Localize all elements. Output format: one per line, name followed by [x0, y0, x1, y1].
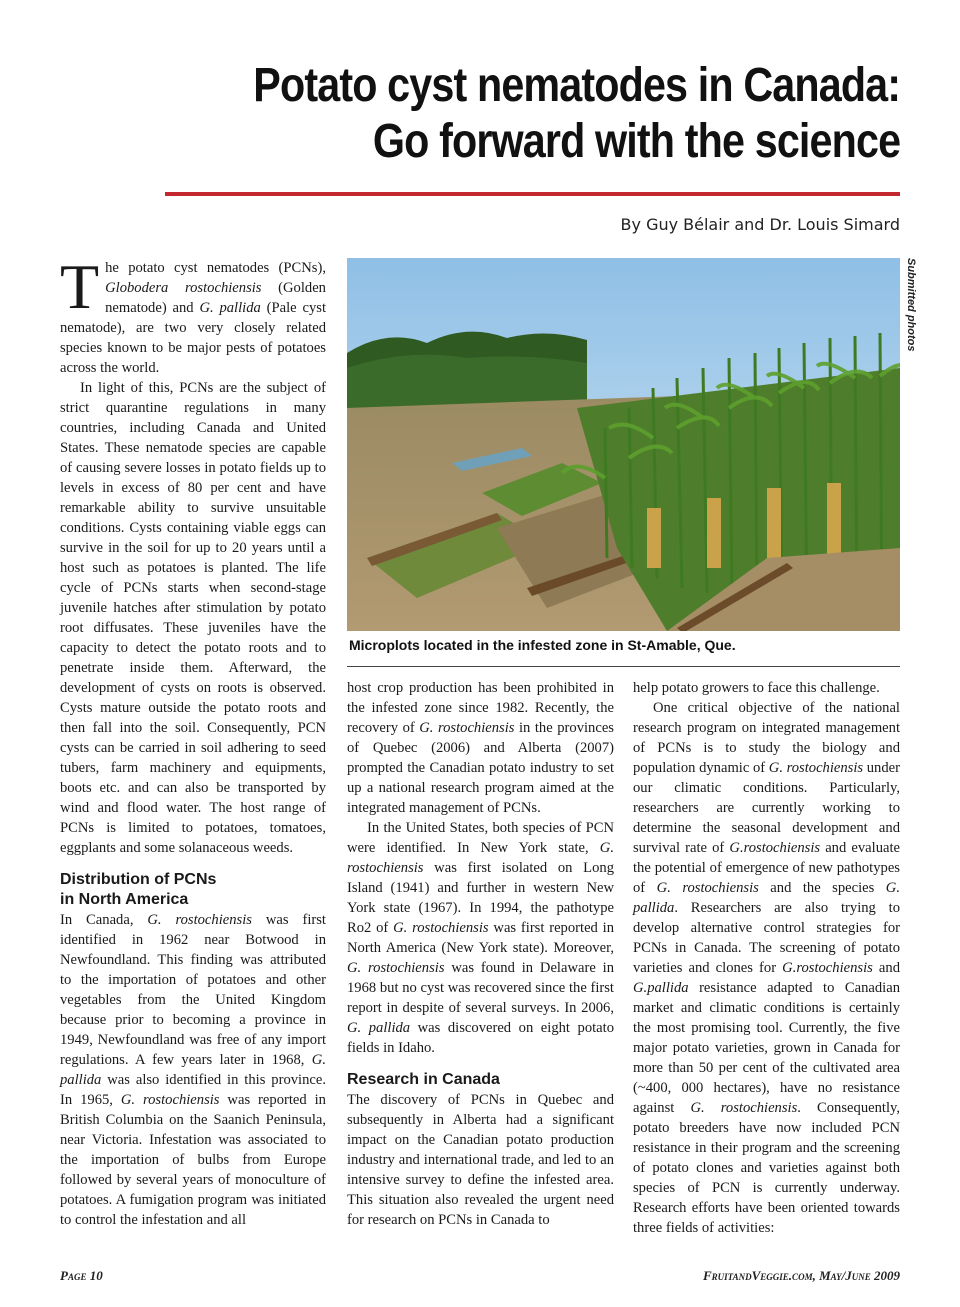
species-name: G. rostochiensis	[656, 880, 759, 896]
species-name: G. pallida	[633, 880, 900, 916]
text-run: host crop production has been prohibited in the infested zone since 1982. Recently, the recovery of	[347, 680, 614, 736]
text-run: was first reported in North America (New York state). Moreover,	[347, 920, 614, 956]
text-run: was found in Delaware in 1968 but no cyst was recovered since the first report in despite of several surveys. In 2006,	[347, 960, 614, 1016]
text-run: . Researchers are also trying to develop alternative control strategies for PCNs in Canada. The screening of potato varieties and clones for	[633, 900, 900, 976]
intro-paragraph-2: In light of this, PCNs are the subject of strict quarantine regulations in many countries, including Canada and United States. These nematode species are capable of causing severe losses in potato fields up to levels in excess of 80 per cent and have remarkable ability to survive unsuitable conditions. Cysts containing viable eggs can survive in the soil for up to 20 years until a host such as potatoes is planted. The life cycle of PCNs starts when second-stage juvenile hatches after stimulation by potato root diffusates. These juveniles have the capacity to detect the potato roots and to penetrate inside them. Afterward, the development of cysts on roots is observed. Cysts mature outside the potato roots and then fall into the soil. Consequently, PCN cysts can be carried in soil adhering to seed tubers, farm machinery and equipments, boots etc. and can also be transported by wind and flood water. The host range of PCNs is limited to potatoes, tomatoes, eggplants and some solanaceous weeds.	[60, 380, 326, 856]
column-2	[347, 678, 614, 1230]
text-run: In the United States, both species of PCN were identified. In New York state,	[347, 820, 614, 856]
text-run: under our climatic conditions. Particularly, researchers are currently working to determine the seasonal development and survival rate of	[633, 760, 900, 856]
species-name: G. pallida	[60, 1052, 326, 1088]
text-run: and evaluate the potential of emergence of new pathotypes of	[633, 840, 900, 896]
distribution-paragraph	[60, 910, 326, 1230]
species-name: G. pallida	[199, 300, 261, 316]
photo-credit: Submitted photos	[905, 258, 917, 352]
column-1	[60, 251, 327, 1230]
photo-caption: Microplots located in the infested zone in St-Amable, Que.	[349, 637, 736, 653]
page-number: Page 10	[60, 1268, 103, 1283]
species-name: G. rostochiensis	[120, 1092, 220, 1108]
text-run: In Canada,	[60, 912, 148, 928]
text-run: (Pale cyst nematode), are two very closely related species known to be major pests of potatoes across the world.	[60, 300, 327, 376]
col2-paragraph-3: The discovery of PCNs in Quebec and subsequently in Alberta had a significant impact on the Canadian potato production industry and international trade, and led to an intensive survey to define the infested area. This situation also revealed the urgent need for research on PCNs in Canada to	[347, 1092, 614, 1228]
species-name: G. rostochiensis	[419, 720, 515, 736]
species-name: G.pallida	[633, 980, 689, 996]
publication-footer: FruitandVeggie.com, May/June 2009	[702, 1268, 900, 1283]
field-photo	[347, 258, 900, 631]
heading-line-2: in North America	[60, 891, 189, 908]
title-line-2: Go forward with the science	[372, 115, 900, 168]
text-run: in the provinces of Quebec (2006) and Alberta (2007) prompted the Canadian potato industry to set up a national research program aimed at the integrated management of PCNs.	[347, 720, 614, 816]
text-run: . Consequently, potato breeders have now included PCN resistance in their program and the screening of potato clones and varieties against both species of PCN is currently underway. Research efforts have been oriented towards three fields of activities:	[633, 1100, 900, 1236]
caption-rule	[347, 666, 900, 667]
text-run: was discovered on eight potato fields in Idaho.	[347, 1020, 615, 1056]
text-run: he potato cyst nematodes (PCNs),	[105, 260, 326, 276]
species-name: G. rostochiensis	[690, 1100, 798, 1116]
text-run: was first identified in 1962 near Botwood in Newfoundland. This finding was attributed to the importation of potatoes and other vegetables from the United Kingdom because prior to becoming a province in 1949, Newfoundland was free of any import regulations. A few years later in 1968,	[60, 912, 326, 1068]
title-rule	[165, 192, 900, 196]
text-run: was first isolated on Long Island (1941) and further in western New York state (1967). In 1994, the pathotype Ro2 of	[347, 860, 614, 936]
intro-paragraph-1	[60, 251, 327, 378]
col3-paragraph-2	[633, 698, 900, 1238]
text-run: and	[872, 960, 900, 976]
species-name: G.rostochiensis	[729, 840, 821, 856]
species-name: Globodera rostochiensis	[105, 280, 262, 296]
species-name: G. rostochiensis	[393, 920, 489, 936]
col2-paragraph-2	[347, 818, 614, 1058]
text-run: resistance adapted to Canadian market and climatic conditions is certainly the most promising tool. Currently, the five major potato varieties, grown in Canada for more than 50 per cent of the cultivated area (~400, 000 hectares), have no resistance against	[633, 980, 900, 1116]
species-name: G. pallida	[347, 1020, 411, 1036]
section-heading-distribution	[60, 870, 326, 910]
microplots-illustration	[347, 258, 900, 631]
article-title	[253, 58, 900, 170]
species-name: G. rostochiensis	[147, 912, 252, 928]
text-run: One critical objective of the national research program on integrated management of PCNs is to study the biology and population dynamic of	[633, 700, 900, 776]
drop-cap: T	[60, 251, 100, 322]
heading-line-1: Distribution of PCNs	[60, 871, 217, 888]
text-run: was reported in British Columbia on the Saanich Peninsula, near Victoria. Infestation was associated to the importation of bulbs from Europe followed by several years of monoculture of potatoes. A fumigation program was initiated to control the infestation and all	[60, 1092, 326, 1228]
byline: By Guy Bélair and Dr. Louis Simard	[620, 215, 900, 234]
species-name: G. rostochiensis	[347, 840, 614, 876]
title-line-1: Potato cyst nematodes in Canada:	[253, 59, 900, 112]
col3-paragraph-1: help potato growers to face this challenge.	[633, 680, 880, 696]
species-name: G.rostochiensis	[782, 960, 873, 976]
column-3	[633, 678, 900, 1238]
text-run: was also identified in this province. In 1965,	[60, 1072, 326, 1108]
section-heading-research: Research in Canada	[347, 1071, 500, 1088]
col2-paragraph-1	[347, 678, 614, 818]
text-run: and the species	[758, 880, 886, 896]
text-run: (Golden nematode) and	[105, 280, 326, 316]
species-name: G. rostochiensis	[768, 760, 864, 776]
species-name: G. rostochiensis	[347, 960, 445, 976]
